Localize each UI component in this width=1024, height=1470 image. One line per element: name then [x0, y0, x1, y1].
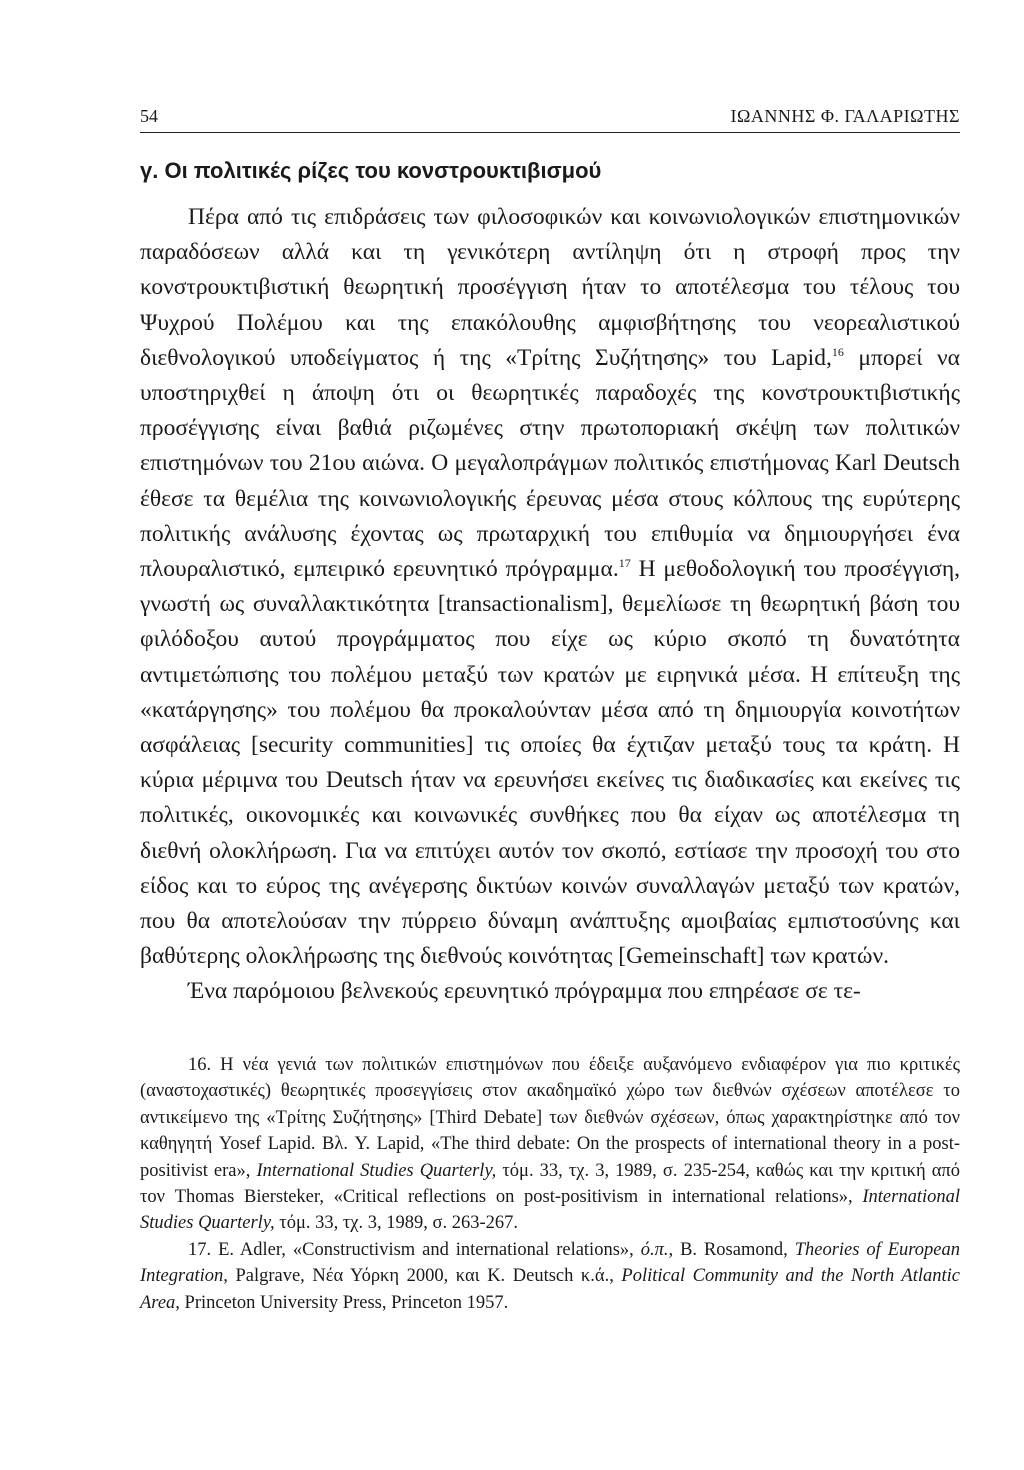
footnote-16: [140, 1052, 960, 1237]
citation-abbrev: ό.π.,: [640, 1239, 674, 1260]
footnote-ref-17: 17: [618, 556, 631, 571]
running-header-author: ΙΩΑΝΝΗΣ Φ. ΓΑΛΑΡΙΩΤΗΣ: [730, 106, 960, 126]
footnote-text: 16. Η νέα γενιά των πολιτικών επιστημόνων που έδειξε αυξανόμενο ενδιαφέρον για πιο κριτικές (αναστοχαστικές) θεωρητικές προσεγγίσεις στον ακαδημαϊκό χώρο των διεθνών σχέσεων αποτέλεσε το αντικείμενο της «Τρίτης Συζήτησης» [Third Debate] των διεθνών σχέσεων, όπως χαρακτηρίστηκε από τον καθηγητή Yosef Lapid. Βλ. Y. Lapid, «The third debate: On the prospects of international theory in a post-positivist era»,: [140, 1055, 960, 1181]
paragraph-text: μπορεί να υποστηριχθεί η άποψη ότι οι θεωρητικές παραδοχές της κονστρουκτιβιστικής προσέγγισης είναι βαθιά ριζωμένες στην πρωτοποριακή σκέψη των πολιτικών επιστημόνων του 21ου αιώνα. Ο μεγαλοπράγμων πολιτικός επιστήμονας Karl Deutsch έθεσε τα θεμέλια της κοινωνιολογικής έρευνας μέσα στους κόλπους της ευρύτερης πολιτικής ανάλυσης έχοντας ως πρωταρχική του επιθυμία να δημιουργήσει ένα πλουραλιστικό, εμπειρικό ερευνητικό πρόγραμμα.: [140, 344, 960, 583]
footnote-text: τόμ. 33, τχ. 3, 1989, σ. 235-254, καθώς και την κριτική από τον Thomas Biersteker, «Critical reflections on post-positivism in international relations»,: [140, 1160, 961, 1208]
footnote-17: [140, 1237, 960, 1316]
footnote-text: B. Rosamond,: [673, 1239, 795, 1260]
body-paragraph: [140, 200, 960, 974]
body-text: [140, 200, 960, 1010]
book-title: Theories of European Integration,: [140, 1239, 960, 1287]
book-title: Political Community and the North Atlantic Area,: [140, 1266, 960, 1313]
footnote-ref-16: 16: [831, 344, 844, 359]
body-paragraph: [140, 974, 960, 1009]
section-heading: γ. Οι πολιτικές ρίζες του κονστρουκτιβισμού: [140, 158, 602, 183]
running-header: [140, 98, 960, 133]
paragraph-text: Πέρα από τις επιδράσεις των φιλοσοφικών και κοινωνιολογικών επιστημονικών παραδόσεων αλλά και τη γενικότερη αντίληψη ότι η στροφή προς την κονστρουκτιβιστική θεωρητική προσέγγιση ήταν το αποτέλεσμα του τέλους του Ψυχρού Πολέμου και της επακόλουθης αμφισβήτησης του νεορεαλιστικού διεθνολογικού υποδείγματος ή της «Τρίτης Συζήτησης» του Lapid,: [140, 204, 960, 371]
footnote-text: τόμ. 33, τχ. 3, 1989, σ. 263-267.: [274, 1213, 519, 1234]
footnote-text: Princeton University Press, Princeton 1957.: [179, 1292, 509, 1313]
journal-title: International Studies Quarterly,: [256, 1160, 497, 1181]
journal-title: International Studies Quarterly,: [140, 1187, 960, 1234]
footnote-text: Palgrave, Νέα Υόρκη 2000, και K. Deutsch κ.ά.,: [227, 1266, 622, 1287]
page-number: 54: [140, 106, 158, 126]
paragraph-text: Η μεθοδολογική του προσέγγιση, γνωστή ως συναλλακτικότητα [transactionalism], θεμελίωσε τη θεωρητική βάση του φιλόδοξου αυτού προγράμματος που είχε ως κύριο σκοπό τη δυνατότητα αντιμετώπισης του πολέμου μεταξύ των κρατών με ειρηνικά μέσα. Η επίτευξη της «κατάργησης» του πολέμου θα προκαλούνταν μέσα από τη δημιουργία κοινοτήτων ασφάλειας [security communities] τις οποίες θα έχτιζαν μεταξύ τους τα κράτη. Η κύρια μέριμνα του Deutsch ήταν να ερευνήσει εκείνες τις διαδικασίες και εκείνες τις πολιτικές, οικονομικές και κοινωνικές συνθήκες που θα είχαν ως αποτέλεσμα τη διεθνή ολοκλήρωση. Για να επιτύχει αυτόν τον σκοπό, εστίασε την προσοχή του στο είδος και το εύρος της ανέγερσης δικτύων κοινών συναλλαγών μεταξύ των κρατών, που θα αποτελούσαν την πύρρειο δύναμη ανάπτυξης αμοιβαίας εμπιστοσύνης και βαθύτερης ολοκλήρωσης της διεθνούς κοινότητας [Gemeinschaft] των κρατών.: [140, 556, 961, 970]
paragraph-text: Ένα παρόμοιου βελνεκούς ερευνητικό πρόγραμμα που επηρέασε σε τε-: [188, 978, 861, 1005]
footnotes: [140, 1052, 960, 1316]
footnote-text: 17. E. Adler, «Constructivism and international relations»,: [188, 1239, 641, 1260]
